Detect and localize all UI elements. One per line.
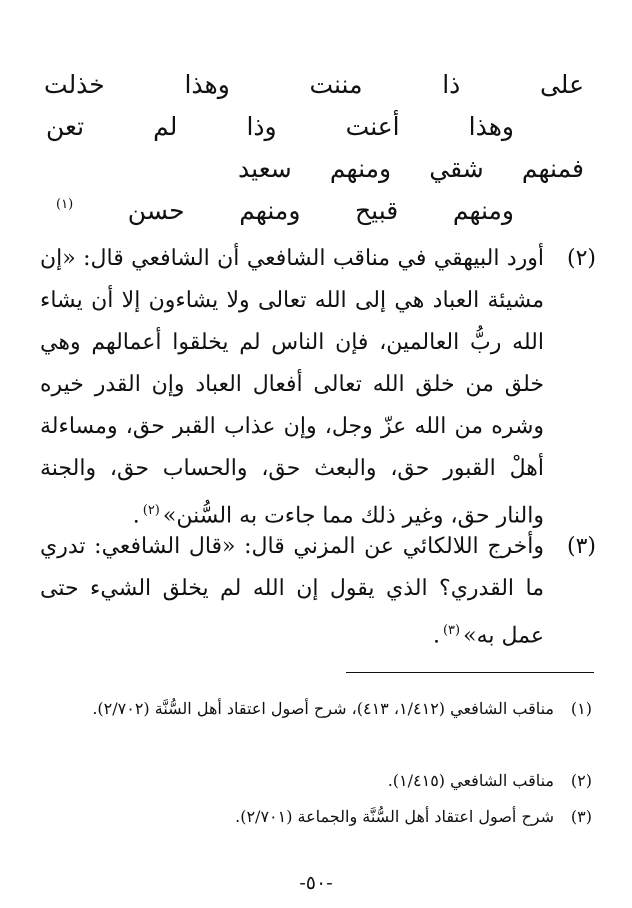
verse-word: أعنت (345, 112, 400, 141)
footnote-3 (40, 800, 592, 834)
footnote-separator (346, 672, 594, 673)
item-marker: (٣) (566, 534, 596, 559)
item-text: وأخرج اللالكائي عن المزني قال: «قال الشافعي: تدري ما القدري؟ الذي يقول إن الله لم يخلق الشيء حتى عمل به» (40, 534, 544, 649)
verse-word: سعيد (238, 154, 292, 183)
verse-word: مننت (309, 70, 363, 99)
verse-word: ومنهم (329, 154, 392, 183)
footnote-2 (40, 764, 592, 798)
verse-word: ومنهم (239, 196, 301, 225)
footnote-ref: (٣) (442, 623, 461, 638)
verse-word: ذا (442, 70, 461, 99)
footnote-text: مناقب الشافعي (١/٤١٥). (387, 771, 554, 790)
verse-word: وهذا (468, 112, 514, 141)
item-body (40, 526, 544, 657)
poem-verse-1 (44, 72, 584, 97)
footnote-marker: (١) (570, 699, 592, 718)
item-end: . (132, 503, 140, 529)
footnote-ref: (١) (56, 197, 74, 212)
poem-verse-3 (238, 156, 584, 181)
poem-verse-2 (46, 114, 514, 139)
footnote-marker: (٢) (570, 771, 592, 790)
page-number: -٥٠- (299, 872, 333, 894)
verse-word: قبيح (355, 196, 399, 225)
verse-word: وذا (246, 112, 277, 141)
item-text: أورد البيهقي في مناقب الشافعي أن الشافعي قال: «إن مشيئة العباد هي إلى الله تعالى ولا يشاءون إلا أن يشاء الله ربُّ العالمين، فإن الناس لم يخلقوا أعمالهم وهي خلق من خلق الله تعالى أفعال العباد وإن القدر خيره وشره من الله عزّ وجل، وإن عذاب القبر حق، ومساءلة أهلْ القبور حق، والبعث حق، والحساب حق، والجنة والنار حق، وغير ذلك مما جاءت به السُّنن» (40, 246, 544, 529)
footnote-text: شرح أصول اعتقاد أهل السُّنَّة والجماعة (٢/٧٠١). (235, 807, 554, 826)
verse-word: ومنهم (452, 196, 514, 225)
footnote-text: مناقب الشافعي (١/٤١٢، ٤١٣)، شرح أصول اعتقاد أهل السُّنَّة (٢/٧٠٢). (92, 699, 554, 718)
verse-word: وهذا (184, 70, 230, 99)
item-3-paragraph (40, 526, 596, 657)
footnote-ref: (٢) (142, 503, 160, 518)
verse-word: فمنهم (521, 154, 584, 183)
verse-word: لم (153, 112, 178, 141)
item-end: . (432, 623, 440, 649)
footnote-1 (40, 692, 592, 726)
verse-word: على (539, 70, 584, 99)
verse-word: حسن (127, 196, 185, 225)
item-marker: (٢) (566, 246, 596, 271)
verse-word: خذلت (44, 70, 105, 99)
verse-word: تعن (46, 112, 85, 141)
footnote-marker: (٣) (570, 807, 592, 826)
poem-verse-4 (56, 198, 514, 223)
verse-word: شقي (429, 154, 484, 183)
item-body (40, 238, 544, 537)
item-2-paragraph (40, 238, 596, 537)
